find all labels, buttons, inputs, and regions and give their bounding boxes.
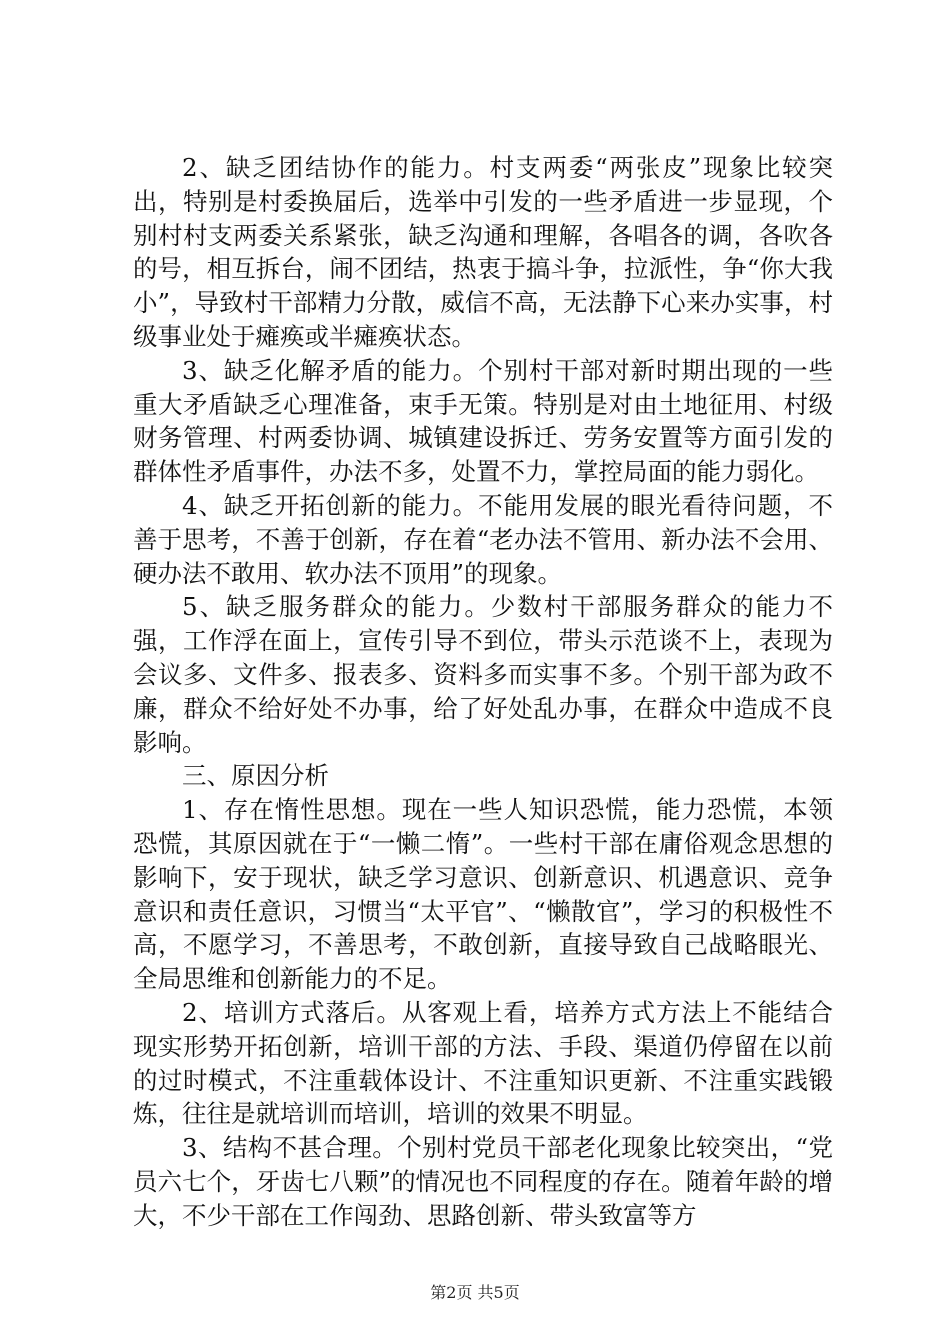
section-heading-cause-analysis: 三、原因分析 xyxy=(182,761,329,791)
paragraph-conflict-resolution: 3、缺乏化解矛盾的能力。个别村干部对新时期出现的一些重大矛盾缺乏心理准备，束手无策。特别是对由土地征用、村级财务管理、村两委协调、城镇建设拆迁、劳务安置等方面引发的群体性矛盾事件，办法不多，处置不力，掌控局面的能力弱化。 xyxy=(133,355,833,487)
paragraph-structure-issues: 3、结构不甚合理。个别村党员干部老化现象比较突出，“党员六七个，牙齿七八颗”的情况也不同程度的存在。随着年龄的增大，不少干部在工作闯劲、思路创新、带头致富等方 xyxy=(133,1133,833,1230)
paragraph-unity-ability: 2、缺乏团结协作的能力。村支两委“两张皮”现象比较突出，特别是村委换届后，选举中引发的一些矛盾进一步显现，个别村村支两委关系紧张，缺乏沟通和理解，各唱各的调，各吹各的号，相互拆台，闹不团结，热衷于搞斗争，拉派性，争“你大我小”，导致村干部精力分散，威信不高，无法静下心来办实事，村级事业处于瘫痪或半瘫痪状态。 xyxy=(133,153,833,351)
paragraph-innovation-ability: 4、缺乏开拓创新的能力。不能用发展的眼光看待问题，不善于思考，不善于创新，存在着“老办法不管用、新办法不会用、硬办法不敢用、软办法不顶用”的现象。 xyxy=(133,490,833,588)
paragraph-service-ability: 5、缺乏服务群众的能力。少数村干部服务群众的能力不强，工作浮在面上，宣传引导不到位，带头示范谈不上，表现为会议多、文件多、报表多、资料多而实事不多。个别干部为政不廉，群众不给好处不办事，给了好处乱办事，在群众中造成不良影响。 xyxy=(133,592,833,757)
paragraph-training-methods: 2、培训方式落后。从客观上看，培养方式方法上不能结合现实形势开拓创新，培训干部的方法、手段、渠道仍停留在以前的过时模式，不注重载体设计、不注重知识更新、不注重实践锻炼，往往是就培训而培训，培训的效果不明显。 xyxy=(133,997,833,1129)
document-body xyxy=(133,151,833,1233)
paragraph-inertia-thinking: 1、存在惰性思想。现在一些人知识恐慌，能力恐慌，本领恐慌，其原因就在于“一懒二惰”。一些村干部在庸俗观念思想的影响下，安于现状，缺乏学习意识、创新意识、机遇意识、竞争意识和责任意识，习惯当“太平官”、“懒散官”，学习的积极性不高，不愿学习，不善思考，不敢创新，直接导致自己战略眼光、全局思维和创新能力的不足。 xyxy=(133,795,833,994)
page-number-footer: 第2页 共5页 xyxy=(430,1283,520,1302)
